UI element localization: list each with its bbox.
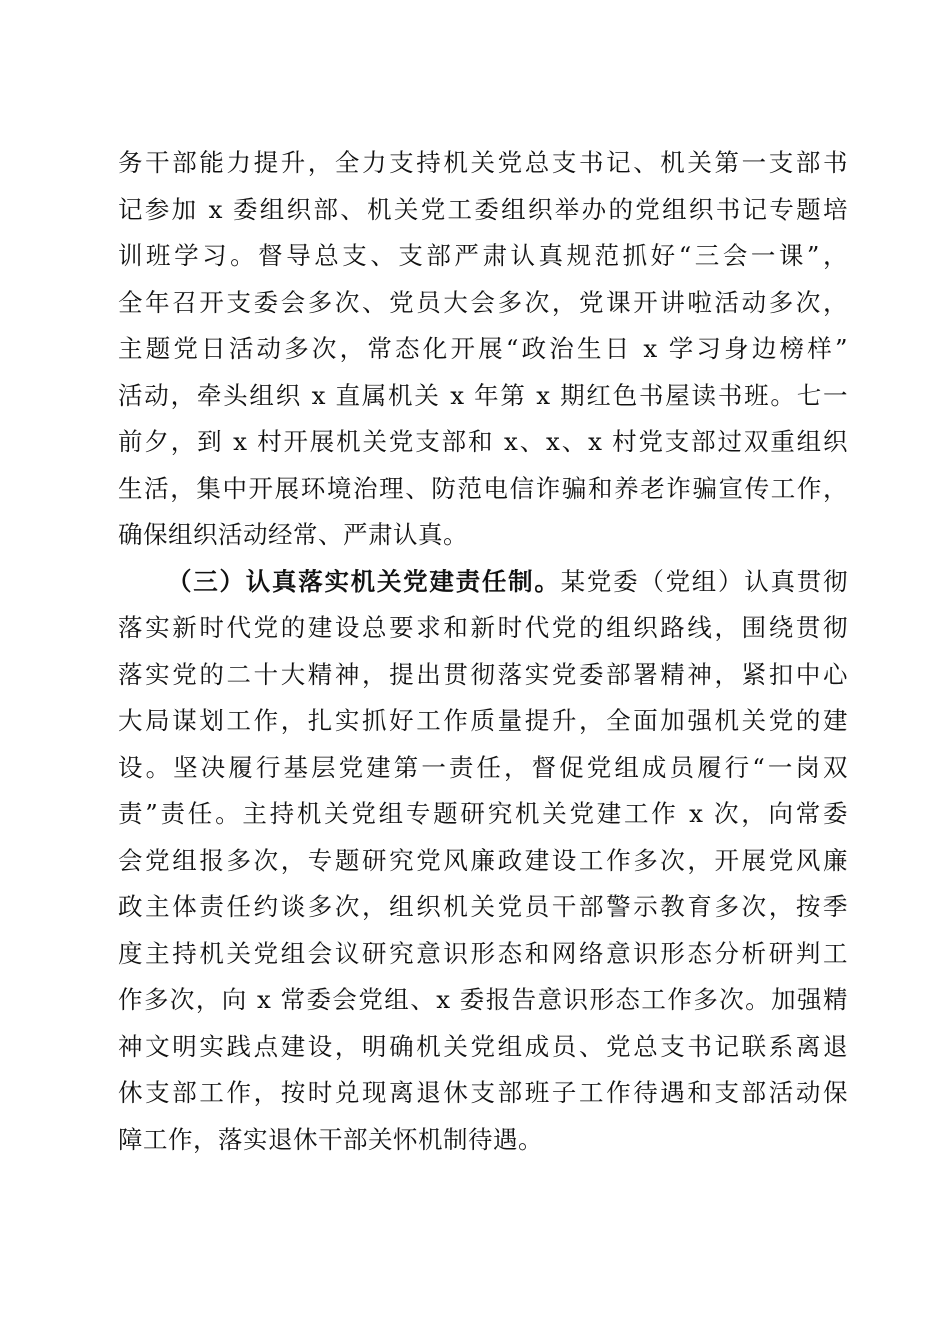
text-line: 度主持机关党组会议研究意识形态和网络意识形态分析研判工 (118, 938, 848, 968)
text-line: 记参加 x 委组织部、机关党工委组织举办的党组织书记专题培 (118, 194, 848, 224)
heading-line-rest: 某党委（党组）认真贯彻 (560, 566, 849, 596)
text-line: 生活，集中开展环境治理、防范电信诈骗和养老诈骗宣传工作， (118, 473, 848, 503)
text-line: 务干部能力提升，全力支持机关党总支书记、机关第一支部书 (118, 148, 848, 177)
text-line: 神文明实践点建设，明确机关党组成员、党总支书记联系离退 (118, 1031, 848, 1061)
paragraph-party-activities (118, 140, 848, 559)
text-line: 设。坚决履行基层党建第一责任，督促党组成员履行“一岗双 (118, 752, 848, 782)
text-line: 活动，牵头组织 x 直属机关 x 年第 x 期红色书屋读书班。七一 (118, 380, 848, 410)
text-line: 主题党日活动多次，常态化开展“政治生日 x 学习身边榜样” (118, 334, 848, 363)
section-heading-line (118, 559, 848, 606)
text-line: 障工作，落实退休干部关怀机制待遇。 (118, 1124, 543, 1154)
text-line: 落实党的二十大精神，提出贯彻落实党委部署精神，紧扣中心 (118, 659, 848, 689)
text-line: 全年召开支委会多次、党员大会多次，党课开讲啦活动多次， (118, 287, 848, 317)
body-text (118, 140, 848, 1163)
text-line: 前夕，到 x 村开展机关党支部和 x、x、x 村党支部过双重组织 (118, 427, 848, 456)
text-line: 责”责任。主持机关党组专题研究机关党建工作 x 次，向常委 (118, 799, 848, 828)
text-line: 会党组报多次，专题研究党风廉政建设工作多次，开展党风廉 (118, 845, 848, 875)
paragraph-responsibility-system (118, 559, 848, 1164)
text-line: 落实新时代党的建设总要求和新时代党的组织路线，围绕贯彻 (118, 613, 848, 642)
text-line: 政主体责任约谈多次，组织机关党员干部警示教育多次，按季 (118, 892, 848, 921)
text-line: 作多次，向 x 常委会党组、x 委报告意识形态工作多次。加强精 (118, 985, 848, 1014)
text-line: 训班学习。督导总支、支部严肃认真规范抓好“三会一课”， (118, 241, 848, 270)
text-line: 大局谋划工作，扎实抓好工作质量提升，全面加强机关党的建 (118, 706, 848, 735)
text-line: 确保组织活动经常、严肃认真。 (118, 520, 468, 549)
text-line: 休支部工作，按时兑现离退休支部班子工作待遇和支部活动保 (118, 1078, 848, 1107)
section-heading: （三）认真落实机关党建责任制。 (167, 566, 561, 596)
